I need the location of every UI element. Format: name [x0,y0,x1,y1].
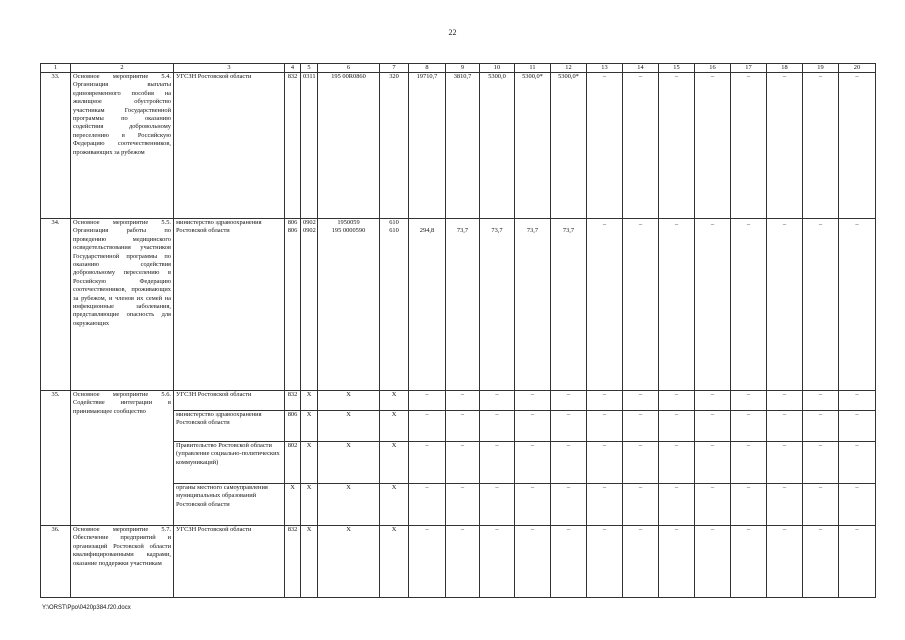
column-header: 13 [587,64,623,73]
value-cell: – [480,526,515,598]
vr-code: 320 [380,73,409,219]
value-cell: – [480,442,515,484]
value-cell: – [803,219,839,391]
measure-cell: Основное мероприятие 5.7. Обеспечение предприятий и организаций Ростовской области квалифицированными кадрами, оказание поддержки участникам [71,526,174,598]
csr-code: X [318,442,380,484]
column-header: 5 [301,64,318,73]
value-cell: – [409,391,446,411]
table-row [41,73,876,219]
row-number: 35. [41,391,71,526]
column-header: 8 [409,64,446,73]
value-cell: – [623,219,659,391]
value-cell: – [839,219,876,391]
value-cell: – [695,219,731,391]
value-cell: – [803,411,839,442]
gr-code: 806 [285,411,301,442]
vr-code: X [380,484,409,526]
column-header: 17 [731,64,767,73]
value-cell: – [587,219,623,391]
executor-cell: министерство здравоохранения Ростовской области [174,411,285,442]
value-cell: 19710,7 [409,73,446,219]
value-cell: – [839,411,876,442]
gr-code: 832 [285,73,301,219]
value-cell: – [409,484,446,526]
column-header: 10 [480,64,515,73]
value-cell: – [731,526,767,598]
gr-code: 802 [285,442,301,484]
column-header: 3 [174,64,285,73]
column-header: 15 [659,64,695,73]
rzpr-code: X [301,442,318,484]
value-cell: – [409,411,446,442]
row-number: 36. [41,526,71,598]
value-cell: – [659,484,695,526]
value-cell: – [587,411,623,442]
column-header: 6 [318,64,380,73]
value-cell: – [839,391,876,411]
row-number: 33. [41,73,71,219]
value-cell: – [587,391,623,411]
header-row [41,64,876,73]
value-cell: – [767,73,803,219]
column-header: 2 [71,64,174,73]
value-cell: – [659,442,695,484]
value-cell: – [515,526,551,598]
value-cell: – [659,391,695,411]
value-cell: – [551,411,587,442]
value-cell: – [623,411,659,442]
value-cell: – [695,484,731,526]
csr-code: 1950059 195 0000590 [318,219,380,391]
measure-cell: Основное мероприятие 5.5. Организация работы по проведению медицинского освидетельствования участников Государственной программы по оказанию содействия добровольному переселению в Российскую Федерацию соотечественников, проживающих за рубежом, и членов их семей на инфекционные заболевания, представляющие опасность для окружающих [71,219,174,391]
gr-code: X [285,484,301,526]
value-cell: – [839,442,876,484]
value-cell: – [695,442,731,484]
value-cell: – [446,411,480,442]
value-cell: – [480,391,515,411]
executor-cell: органы местного самоуправления муниципальных образований Ростовской области [174,484,285,526]
value-cell: – [803,73,839,219]
rzpr-code: X [301,411,318,442]
csr-code: X [318,391,380,411]
value-cell: – [731,411,767,442]
csr-code: X [318,411,380,442]
vr-code: X [380,411,409,442]
column-header: 19 [803,64,839,73]
gr-code: 832 [285,391,301,411]
column-header: 1 [41,64,71,73]
value-cell: – [551,526,587,598]
value-cell: – [587,442,623,484]
value-cell: 73,7 [446,219,480,391]
rzpr-code: X [301,484,318,526]
executor-cell: УГСЗН Ростовской области [174,73,285,219]
value-cell: – [731,73,767,219]
gr-code: 832 [285,526,301,598]
value-cell: – [839,526,876,598]
value-cell: – [515,411,551,442]
column-header: 16 [695,64,731,73]
executor-cell: министерство здравоохранения Ростовской области [174,219,285,391]
table-row [41,526,876,598]
value-cell: – [839,484,876,526]
value-cell: – [551,391,587,411]
value-cell: – [731,484,767,526]
value-cell: – [695,73,731,219]
csr-code: X [318,526,380,598]
value-cell: – [409,526,446,598]
vr-code: X [380,442,409,484]
value-cell: – [587,526,623,598]
value-cell: – [480,411,515,442]
csr-code: 195 00R0860 [318,73,380,219]
value-cell: – [515,442,551,484]
value-cell: – [695,526,731,598]
value-cell: 5300,0* [551,73,587,219]
value-cell: – [731,391,767,411]
executor-cell: УГСЗН Ростовской области [174,526,285,598]
value-cell: 73,7 [480,219,515,391]
measure-cell: Основное мероприятие 5.6. Содействие интеграции в принимающее сообщество [71,391,174,526]
value-cell: – [623,526,659,598]
value-cell: – [551,484,587,526]
value-cell: – [695,391,731,411]
table-row [41,391,876,411]
vr-code: X [380,526,409,598]
value-cell: 294,8 [409,219,446,391]
value-cell: – [767,526,803,598]
value-cell: 73,7 [515,219,551,391]
column-header: 7 [380,64,409,73]
value-cell: 5300,0* [515,73,551,219]
value-cell: – [731,219,767,391]
value-cell: – [623,484,659,526]
footer-file-path: Y:\ORST\Ppo\0420p384.f20.docx [42,605,131,611]
value-cell: – [659,411,695,442]
value-cell: – [551,442,587,484]
value-cell: 3810,7 [446,73,480,219]
value-cell: – [767,442,803,484]
executor-cell: УГСЗН Ростовской области [174,391,285,411]
rzpr-code: 0902 0902 [301,219,318,391]
value-cell: 5300,0 [480,73,515,219]
value-cell: – [515,484,551,526]
column-header: 14 [623,64,659,73]
value-cell: – [767,484,803,526]
value-cell: – [767,219,803,391]
value-cell: – [695,411,731,442]
value-cell: – [731,442,767,484]
value-cell: – [803,391,839,411]
column-header: 18 [767,64,803,73]
column-header: 20 [839,64,876,73]
column-header: 9 [446,64,480,73]
value-cell: – [803,442,839,484]
vr-code: 610 610 [380,219,409,391]
table-row [41,219,876,391]
value-cell: – [446,442,480,484]
value-cell: – [623,73,659,219]
column-header: 11 [515,64,551,73]
csr-code: X [318,484,380,526]
gr-code: 806 806 [285,219,301,391]
value-cell: – [587,484,623,526]
page-number: 22 [448,28,457,37]
rzpr-code: X [301,391,318,411]
executor-cell: Правительство Ростовской области (управление социально-политических коммуникаций) [174,442,285,484]
value-cell: – [587,73,623,219]
program-table [40,63,876,598]
value-cell: – [767,411,803,442]
measure-cell: Основное мероприятие 5.4. Организация выплаты единовременного пособия на жилищное обустройство участникам Государственной программы по оказанию содействия добровольному переселению в Российскую Федерацию соотечественников, проживающих за рубежом [71,73,174,219]
value-cell: – [803,484,839,526]
value-cell: – [659,526,695,598]
value-cell: – [623,391,659,411]
value-cell: – [446,484,480,526]
value-cell: – [623,442,659,484]
value-cell: – [446,526,480,598]
value-cell: – [409,442,446,484]
column-header: 4 [285,64,301,73]
rzpr-code: 0311 [301,73,318,219]
value-cell: – [767,391,803,411]
value-cell: – [515,391,551,411]
value-cell: – [803,526,839,598]
value-cell: – [480,484,515,526]
value-cell: – [659,73,695,219]
value-cell: – [446,391,480,411]
vr-code: X [380,391,409,411]
value-cell: – [839,73,876,219]
row-number: 34. [41,219,71,391]
column-header: 12 [551,64,587,73]
value-cell: – [659,219,695,391]
value-cell: 73,7 [551,219,587,391]
rzpr-code: X [301,526,318,598]
